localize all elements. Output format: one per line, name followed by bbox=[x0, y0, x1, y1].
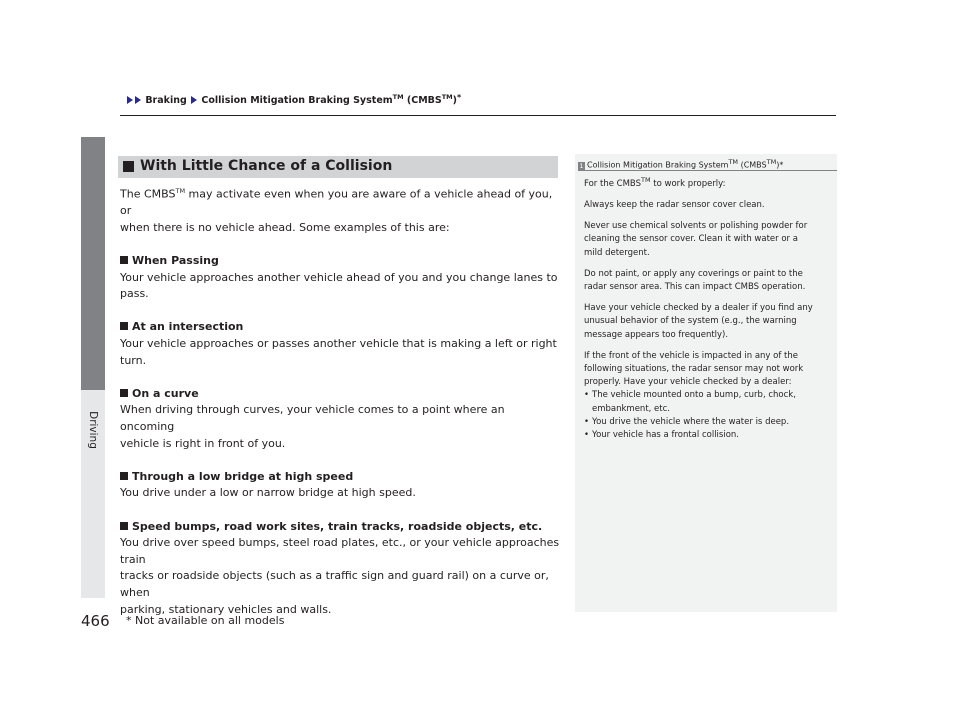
header-divider bbox=[120, 115, 836, 116]
example-heading: When Passing bbox=[120, 253, 560, 270]
breadcrumb-braking[interactable]: Braking bbox=[145, 95, 187, 107]
example-heading: Through a low bridge at high speed bbox=[120, 469, 560, 486]
breadcrumb-arrow-icon bbox=[135, 96, 141, 104]
note-paragraph: Always keep the radar sensor cover clean. bbox=[584, 200, 765, 211]
square-bullet-icon bbox=[120, 322, 128, 330]
note-bullet: • Your vehicle has a frontal collision. bbox=[584, 429, 834, 442]
example-text: You drive over speed bumps, steel road plates, etc., or your vehicle approaches train bbox=[120, 536, 560, 566]
example-text: When driving through curves, your vehicle comes to a point where an oncoming bbox=[120, 403, 505, 433]
breadcrumb-arrow-icon bbox=[191, 96, 197, 104]
notes-divider bbox=[578, 170, 837, 171]
note-paragraph: For the CMBS™ to work properly: bbox=[584, 176, 726, 189]
square-bullet-icon bbox=[120, 522, 128, 530]
example-text: Your vehicle approaches another vehicle ahead of you and you change lanes to pass. bbox=[120, 270, 558, 301]
note-paragraph: message appears too frequently). bbox=[584, 329, 729, 340]
note-index-badge: 1 bbox=[579, 161, 584, 170]
note-paragraph: radar sensor area. This can impact CMBS operation. bbox=[584, 282, 806, 293]
square-bullet-icon bbox=[123, 161, 134, 172]
example-text: vehicle is right in front of you. bbox=[120, 436, 286, 450]
chapter-tab bbox=[81, 137, 105, 390]
square-bullet-icon bbox=[120, 256, 128, 264]
example-text: You drive under a low or narrow bridge at high speed. bbox=[120, 486, 416, 500]
notes-title[interactable]: 1 Collision Mitigation Braking System™ (CMBS™)* bbox=[579, 158, 784, 170]
example-text: parking, stationary vehicles and walls. bbox=[120, 602, 332, 616]
example-heading: At an intersection bbox=[120, 319, 560, 336]
notes-body bbox=[584, 174, 834, 442]
example-heading: Speed bumps, road work sites, train tracks, roadside objects, etc. bbox=[120, 519, 560, 536]
note-paragraph: cleaning the sensor cover. Clean it with water or a bbox=[584, 234, 798, 245]
intro-line-1: The CMBS™ may activate even when you are aware of a vehicle ahead of you, or bbox=[120, 187, 553, 218]
note-bullet: • The vehicle mounted onto a bump, curb, chock, bbox=[584, 389, 834, 402]
chapter-tab-label[interactable]: Driving bbox=[87, 411, 99, 449]
page-number: 466 bbox=[81, 612, 110, 630]
note-paragraph: following situations, the radar sensor may not work bbox=[584, 364, 804, 375]
example-text: Your vehicle approaches or passes another vehicle that is making a left or right turn. bbox=[120, 337, 557, 367]
note-paragraph: properly. Have your vehicle checked by a dealer: bbox=[584, 377, 792, 388]
note-bullet-cont: embankment, etc. bbox=[592, 403, 670, 414]
breadcrumb-asterisk: * bbox=[457, 93, 462, 103]
breadcrumb-arrow-icon bbox=[127, 96, 133, 104]
note-paragraph: Never use chemical solvents or polishing powder for bbox=[584, 221, 808, 232]
note-paragraph: Do not paint, or apply any coverings or paint to the bbox=[584, 268, 803, 279]
note-paragraph: If the front of the vehicle is impacted in any of the bbox=[584, 350, 798, 361]
intro-line-2: when there is no vehicle ahead. Some examples of this are: bbox=[120, 220, 450, 234]
square-bullet-icon bbox=[120, 472, 128, 480]
square-bullet-icon bbox=[120, 389, 128, 397]
main-content bbox=[120, 183, 560, 618]
breadcrumb-cmbs[interactable]: Collision Mitigation Braking System™ (CMBS™) bbox=[201, 93, 457, 107]
footnote: * Not available on all models bbox=[126, 614, 285, 627]
note-paragraph: unusual behavior of the system (e.g., the warning bbox=[584, 316, 797, 327]
section-heading-text: With Little Chance of a Collision bbox=[140, 158, 393, 174]
example-heading: On a curve bbox=[120, 386, 560, 403]
note-bullet: • You drive the vehicle where the water is deep. bbox=[584, 416, 834, 429]
example-text: tracks or roadside objects (such as a traffic sign and guard rail) on a curve or, when bbox=[120, 569, 549, 599]
note-paragraph: mild detergent. bbox=[584, 247, 650, 258]
breadcrumb bbox=[126, 93, 461, 106]
section-heading bbox=[118, 156, 558, 178]
note-paragraph: Have your vehicle checked by a dealer if you find any bbox=[584, 303, 813, 314]
